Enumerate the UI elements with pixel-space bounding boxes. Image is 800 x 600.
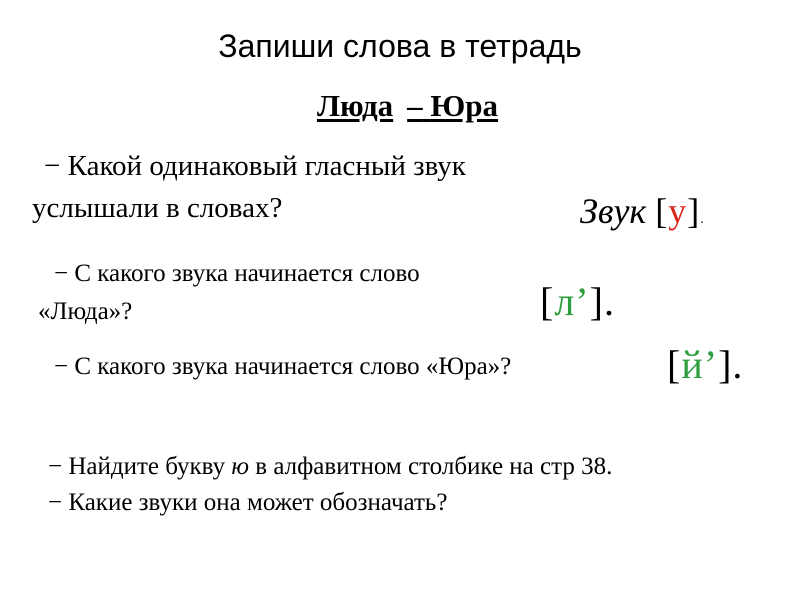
answer-2-open-bracket: [: [540, 279, 555, 324]
question-4-line-2: [48, 485, 612, 521]
question-4-dash-1: −: [48, 453, 63, 480]
answer-3: [667, 341, 743, 388]
question-4-letter: ю: [231, 453, 250, 480]
answer-1-period: .: [700, 212, 704, 227]
answer-2-close-bracket: ]: [589, 279, 604, 324]
word-yura: Юра: [430, 88, 499, 123]
answer-3-open-bracket: [: [667, 342, 682, 387]
slide-title: Запиши слова в тетрадь: [218, 28, 582, 64]
answer-3-sound: й’: [681, 342, 719, 387]
question-2: [38, 255, 420, 331]
question-3-dash: −: [54, 353, 69, 380]
words-heading: [0, 88, 800, 124]
question-2-line-1: [38, 255, 420, 293]
answer-1-word: Звук: [580, 191, 647, 231]
question-4-dash-2: −: [48, 489, 63, 516]
answer-2: [540, 278, 615, 325]
question-2-text-1: С какого звука начинается слово: [74, 260, 420, 287]
answer-2-period: .: [603, 279, 615, 324]
answer-1-close-bracket: ]: [687, 191, 701, 231]
word-lyuda: Люда: [316, 88, 394, 123]
answer-3-close-bracket: ]: [718, 342, 733, 387]
question-4-text-after: в алфавитном столбике на стр 38.: [255, 453, 613, 480]
question-1-line-1: [32, 145, 466, 187]
question-1-text-2: услышали в словах?: [32, 192, 283, 224]
question-3: [54, 353, 511, 381]
answer-2-sound: л’: [554, 279, 590, 324]
question-2-dash: −: [54, 260, 69, 287]
answer-1-open-bracket: [: [655, 191, 669, 231]
question-3-text: С какого звука начинается слово «Юра»?: [74, 353, 512, 380]
answer-1-sound: у: [668, 191, 688, 231]
question-1-text-1: Какой одинаковый гласный звук: [67, 150, 466, 182]
question-4-text-before: Найдите букву: [68, 453, 226, 480]
question-4: [48, 449, 612, 521]
answer-1: [580, 190, 704, 232]
word-dash: –: [407, 88, 423, 123]
question-1-dash: −: [44, 150, 61, 182]
question-1: [32, 145, 466, 229]
question-2-text-2: «Люда»?: [38, 298, 133, 325]
answer-3-period: .: [732, 342, 744, 387]
question-4-line-1: [48, 449, 612, 485]
question-4-text-2: Какие звуки она может обозначать?: [68, 489, 448, 516]
